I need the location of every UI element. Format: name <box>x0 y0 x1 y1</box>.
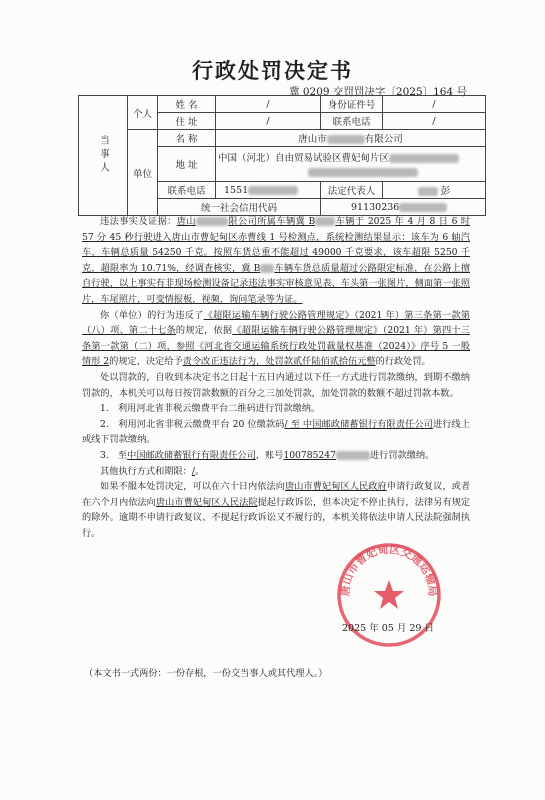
facts-heading: 违法事实及证据： <box>100 216 177 227</box>
unit-address-value: 中国（河北）自由贸易试验区曹妃甸片区 <box>218 153 390 164</box>
option-2-tail: 进行线上或线下罚款缴纳。 <box>82 418 471 446</box>
address-label: 住 址 <box>158 113 216 130</box>
review-authority: 唐山市曹妃甸区人民政府 <box>285 481 387 493</box>
redaction-blur <box>248 186 298 195</box>
redaction-blur <box>336 451 370 460</box>
unit-phone-value: 1551 <box>224 184 249 196</box>
footer-note: （本文书一式两份：一份存根，一份交当事人或其代理人。） <box>84 668 328 679</box>
person-label: 个人 <box>128 96 158 130</box>
option-3-tail: 进行罚款缴纳。 <box>369 449 435 461</box>
other-methods <box>82 464 470 480</box>
violation-paragraph <box>82 308 470 370</box>
credit-code-value: 91130236 <box>351 201 400 213</box>
facts-company: 唐山 <box>176 216 196 227</box>
redaction-blur <box>418 187 438 196</box>
unit-phone-label: 联系电话 <box>158 182 216 199</box>
unit-label: 单位 <box>128 130 158 216</box>
unit-name-label: 名 称 <box>158 130 216 147</box>
unit-name-cell <box>216 130 486 147</box>
payment-option-1: 1. 利用河北省非税云缴费平台二维码进行罚款缴纳。 <box>100 403 321 415</box>
redaction-blur <box>327 135 365 144</box>
unit-phone-cell <box>216 182 321 199</box>
phone-label: 联系电话 <box>321 113 383 130</box>
decision-tail: 的行政处罚。 <box>375 356 431 368</box>
redaction-blur <box>315 217 335 226</box>
credit-code-cell <box>321 199 486 216</box>
unit-address-label: 地 址 <box>158 147 216 182</box>
name-label: 姓 名 <box>158 96 216 113</box>
issue-date: 2025 年 05 月 29 日 <box>342 623 434 634</box>
legal-rep-cell <box>383 182 486 199</box>
id-value: / <box>383 96 486 113</box>
document-number: 冀 0209 交罚罚决字〔2025〕164 号 <box>289 86 467 98</box>
option-3-lead: 3. 至 <box>100 449 128 461</box>
option-2-lead: 2. 利用河北省非税云缴费平台 20 位缴款码 <box>100 418 285 430</box>
redaction-blur <box>389 154 459 163</box>
name-value: / <box>216 96 321 113</box>
violated-regulation: 《超限运输车辆行驶公路管理规定》（2021 年）第三条第一款第（八）项、第二十七条 <box>82 309 471 337</box>
litigation-court: 唐山市曹妃甸区人民法院 <box>155 496 258 508</box>
other-methods-tail: 。 <box>194 465 205 477</box>
violation-lead: 你（单位）的行为违反了 <box>100 309 204 321</box>
seal-star-icon <box>374 580 404 609</box>
redaction-blur <box>260 264 274 273</box>
redaction-blur <box>196 217 228 226</box>
violation-mid: 的规定，依据 <box>175 325 233 337</box>
facts-detail: 车辆于 2025 年 4 月 8 日 6 时 57 分 45 秒行驶进入唐山市曹妃甸区赤曹线 1 号检测点，系统检测结果显示：该车为 6 轴汽车，车辆总质量 54250 千克。按照车货总重不能超过 49000 千克要求，该车超限 5250 千克，超限率为 10.71%，经调查核实，冀 B <box>82 216 471 274</box>
address-value: / <box>216 113 321 130</box>
appeal-paragraph <box>82 479 470 541</box>
redaction-blur <box>399 203 447 212</box>
unit-address-cell <box>216 147 486 182</box>
unit-name-value: 唐山市 <box>298 134 327 145</box>
appeal-tail: 提起行政诉讼，但本决定不停止执行，法律另有规定的除外。逾期不申请行政复议、不提起行政诉讼又不履行的，本机关将依法申请人民法院强制执行。 <box>82 496 471 539</box>
document-title: 行政处罚决定书 <box>192 58 353 83</box>
phone-value: / <box>383 113 486 130</box>
redaction-blur <box>308 168 418 177</box>
other-methods-label: 其他执行方式和期限： <box>100 465 192 477</box>
facts-vehicle: 限公司所属车辆冀 B <box>228 216 316 227</box>
party-label: 当事人 <box>79 96 128 216</box>
legal-basis: 《超限运输车辆行驶公路管理规定》（2021 年）第四十三条第一款第（二）项，参照《河北省交通运输系统行政处罚裁量权基准（2024）》序号 5 一般情形 2 <box>82 325 471 368</box>
option-3-bank: 中国邮政储蓄银行有限责任公司 <box>127 449 256 461</box>
id-label: 身份证件号 <box>321 96 383 113</box>
legal-rep-label: 法定代表人 <box>321 182 383 199</box>
appeal-mid: 申请行政复议，或者在六个月内依法向 <box>82 481 471 508</box>
option-2-bank: / 至 中国邮政储蓄银行有限责任公司 <box>284 418 433 430</box>
option-3-account-label: ，账号 <box>255 449 284 461</box>
party-info-table <box>78 95 486 216</box>
decision-body <box>82 214 470 541</box>
other-methods-value: / <box>191 465 195 477</box>
facts-evidence: 车辆车货总质量超过公路限定标准，在公路上擅自行驶，以上事实有非现场检测设备记录违法事实审核意见表、车头第一张图片，侧面第一张照片，车尾照片，可变情报板，视频，询问笔录等为证。 <box>82 262 471 305</box>
option-3-account: 100785247 <box>283 449 336 461</box>
payment-option-2 <box>82 417 470 448</box>
seal-text: 唐山市曹妃甸区交通运输局 <box>338 542 440 597</box>
payment-option-3 <box>82 448 470 464</box>
unit-name-tail: 有限公司 <box>364 134 403 145</box>
decision-lead: 的规定，决定给予 <box>109 356 183 368</box>
facts-paragraph <box>82 214 470 308</box>
appeal-lead: 如果不服本处罚决定，可以在六十日内依法向 <box>100 481 286 493</box>
credit-code-label: 统一社会信用代码 <box>158 199 321 216</box>
legal-rep-value: 彭 <box>440 186 451 197</box>
payment-paragraph: 处以罚款的，自收到本决定书之日起十五日内通过以下任一方式进行罚款缴纳，到期不缴纳罚款的，本机关可以每日按罚款数额的百分之三加处罚款，加处罚款的数额不超过罚款本数。 <box>82 371 470 399</box>
penalty-text: 责令改正违法行为，处罚款贰仟陆佰贰拾伍元整 <box>182 356 376 368</box>
